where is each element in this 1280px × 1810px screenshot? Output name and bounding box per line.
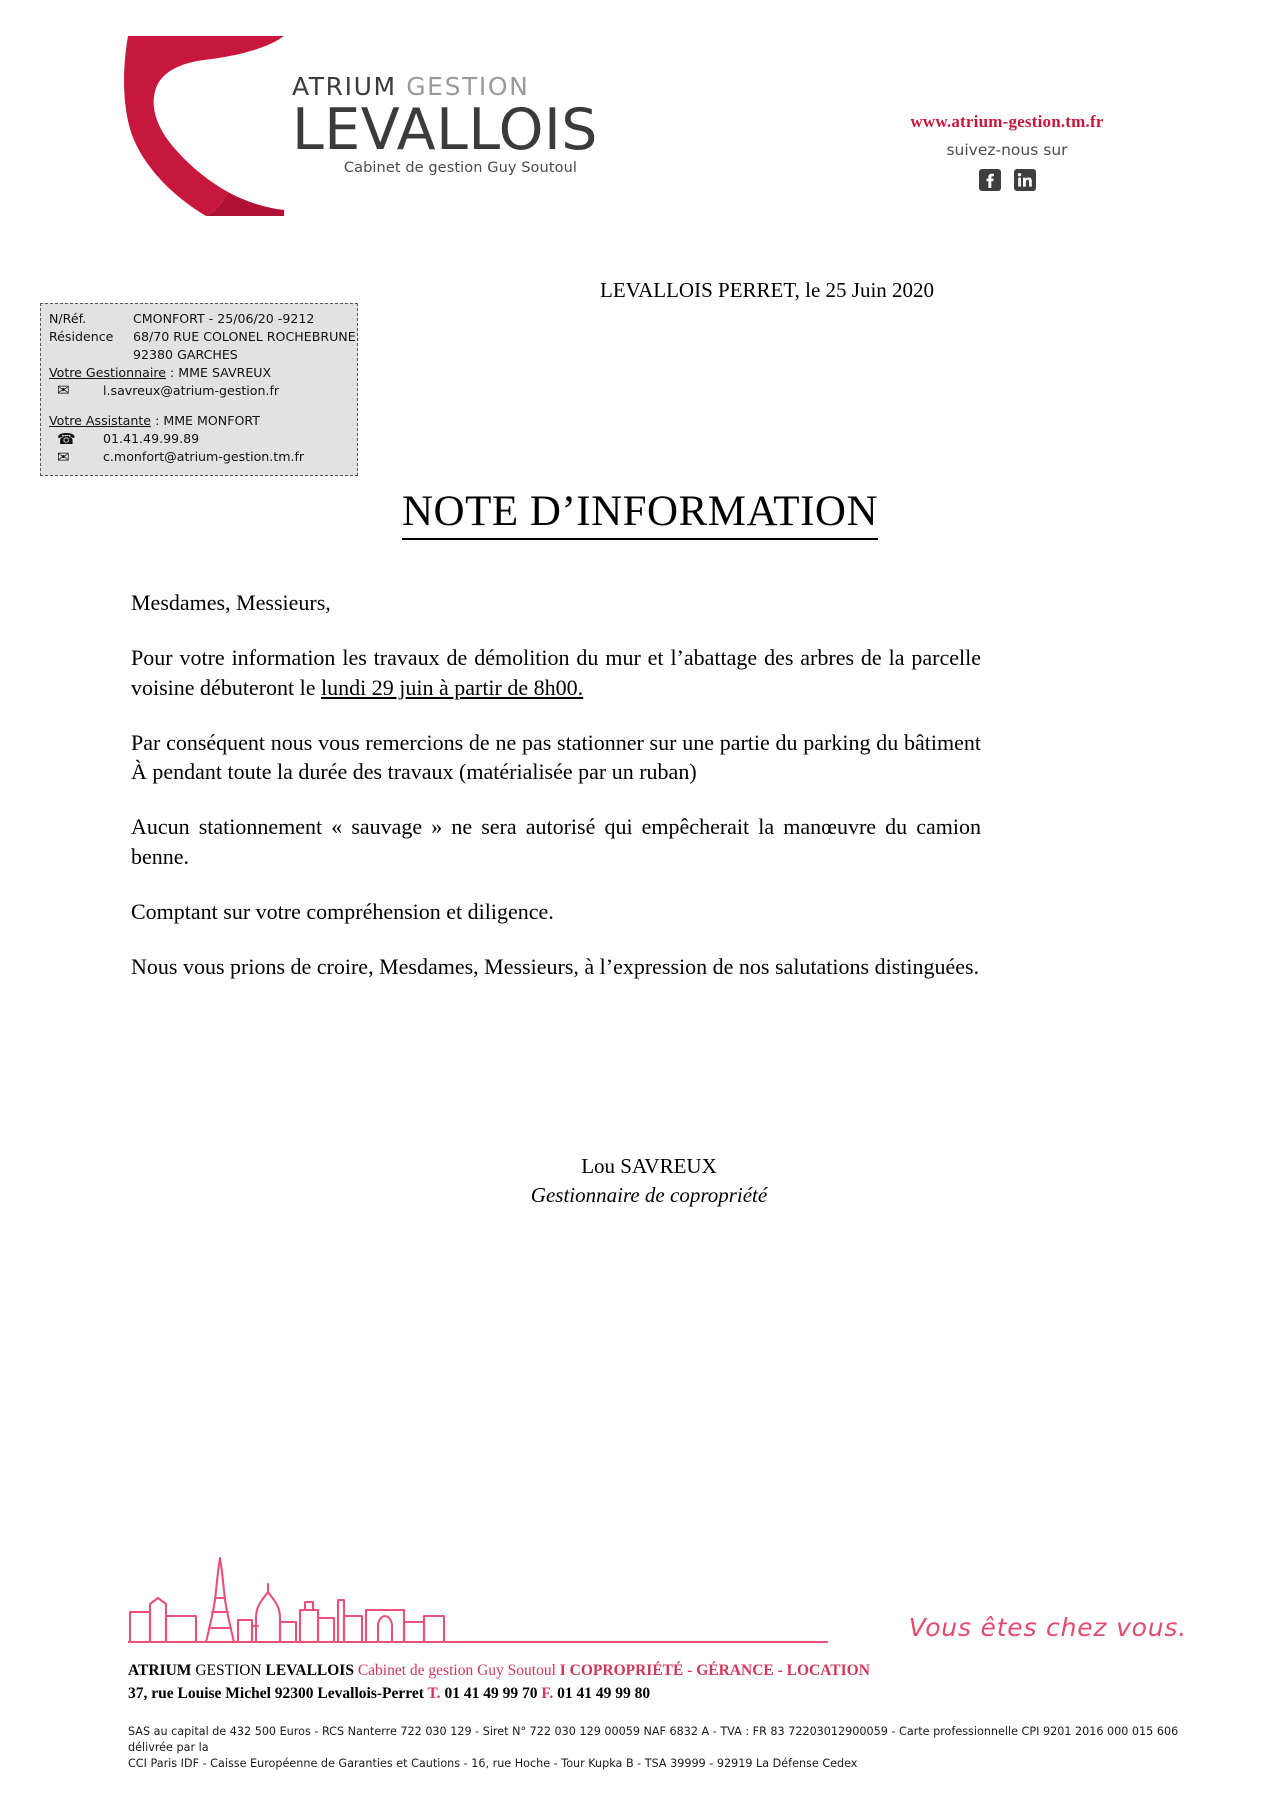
logo-gestion-text: GESTION (406, 72, 530, 101)
header-contact-block (842, 112, 1172, 191)
assistant-phone-row (49, 430, 349, 448)
footer-phone[interactable]: 01 41 49 99 70 (440, 1684, 542, 1702)
shield-logo-icon (118, 26, 294, 216)
paragraph-works-start (131, 643, 981, 702)
manager-email-row (49, 382, 349, 400)
date-line: LEVALLOIS PERRET, le 25 Juin 2020 (600, 278, 935, 302)
signature-block (0, 1152, 1280, 1210)
assistant-email-row (49, 448, 349, 466)
manager-name: : MME SAVREUX (170, 364, 272, 380)
footer-cabinet: Cabinet de gestion Guy Soutoul (353, 1662, 560, 1680)
assistant-email[interactable]: c.monfort@atrium-gestion.tm.fr (103, 449, 305, 465)
paragraph-no-wild-parking: Aucun stationnement « sauvage » ne sera autorisé qui empêcherait la manœuvre du camion benne. (131, 814, 981, 869)
assistant-phone[interactable]: 01.41.49.99.89 (103, 431, 200, 447)
letter-body (131, 588, 981, 1007)
salutation: Mesdames, Messieurs, (131, 590, 331, 615)
residence-city: 92380 GARCHES (133, 346, 238, 362)
logo-tagline: Cabinet de gestion Guy Soutoul (343, 160, 577, 177)
facebook-icon[interactable] (979, 169, 1001, 191)
signer-role: Gestionnaire de copropriété (530, 1182, 768, 1207)
footer-legal-line-1: SAS au capital de 432 500 Euros - RCS Nanterre 722 030 129 - Siret N° 722 030 129 00059 NAF 6832 A - TVA : FR 83 72203012900059 - Carte professionnelle CPI 9201 2016 000 015 606 délivrée par la (128, 1725, 1179, 1755)
footer-fax-label: F. (541, 1684, 554, 1702)
envelope-icon: ✉ (57, 447, 70, 466)
manager-label: Votre Gestionnaire (49, 364, 166, 380)
signer-name: Lou SAVREUX (581, 1154, 717, 1178)
assistant-name: : MME MONFORT (155, 413, 260, 429)
website-link[interactable]: www.atrium-gestion.tm.fr (910, 112, 1104, 131)
residence-value: 68/70 RUE COLONEL ROCHEBRUNE (133, 328, 356, 344)
footer-gestion: GESTION (191, 1662, 266, 1680)
paragraph-1-text: Pour votre information les travaux de démolition du mur et l’abattage des arbres de la parcelle voisine débuteront le (131, 645, 981, 700)
residence-label: Résidence (49, 328, 114, 344)
reference-spacer (49, 399, 349, 412)
envelope-icon: ✉ (57, 380, 70, 399)
residence-row (49, 328, 356, 346)
page-title-text: NOTE D’INFORMATION (402, 488, 878, 540)
brand-tagline: Vous êtes chez vous. (908, 1613, 1187, 1642)
manager-email[interactable]: l.savreux@atrium-gestion.fr (103, 382, 280, 398)
footer-levallois: LEVALLOIS (265, 1662, 354, 1680)
logo-wordmark (292, 72, 598, 177)
social-links (842, 169, 1172, 191)
logo-levallois-text: LEVALLOIS (292, 97, 598, 163)
paragraph-closing: Nous vous prions de croire, Mesdames, Messieurs, à l’expression de nos salutations distinguées. (131, 954, 980, 979)
ref-value: CMONFORT - 25/06/20 -9212 (133, 311, 315, 326)
page-footer (0, 1660, 1280, 1772)
telephone-icon: ☎ (57, 429, 76, 448)
page-header (0, 0, 1280, 250)
manager-row (49, 364, 349, 382)
reference-row (49, 310, 349, 328)
paragraph-thanks: Comptant sur votre compréhension et diligence. (131, 898, 554, 924)
ref-label: N/Réf. (49, 311, 87, 326)
footer-fax[interactable]: 01 41 49 99 80 (553, 1684, 651, 1702)
company-logo (118, 26, 598, 216)
logo-atrium-text: ATRIUM (292, 72, 397, 101)
follow-us-label: suivez-nous sur (946, 141, 1068, 159)
footer-phone-label: T. (427, 1684, 441, 1702)
paragraph-parking: Par conséquent nous vous remercions de ne pas stationner sur une partie du parking du bâtiment À pendant toute la durée des travaux (matérialisée par un ruban) (131, 729, 981, 784)
reference-box (40, 303, 358, 476)
footer-services: I COPROPRIÉTÉ - GÉRANCE - LOCATION (559, 1662, 870, 1680)
page-title (0, 487, 1280, 536)
assistant-label: Votre Assistante (49, 413, 152, 429)
footer-legal-line-2: CCI Paris IDF - Caisse Européenne de Garanties et Cautions - 16, rue Hoche - Tour Kupka B - TSA 39999 - 92919 La Défense Cedex (128, 1757, 858, 1771)
footer-atrium: ATRIUM (128, 1662, 192, 1680)
linkedin-icon[interactable] (1014, 169, 1036, 191)
footer-address-line (128, 1683, 1280, 1705)
footer-address: 37, rue Louise Michel 92300 Levallois-Perret (128, 1684, 428, 1702)
footer-company-line (128, 1660, 1280, 1682)
works-start-date: lundi 29 juin à partir de 8h00. (321, 674, 584, 700)
assistant-row (49, 412, 349, 430)
